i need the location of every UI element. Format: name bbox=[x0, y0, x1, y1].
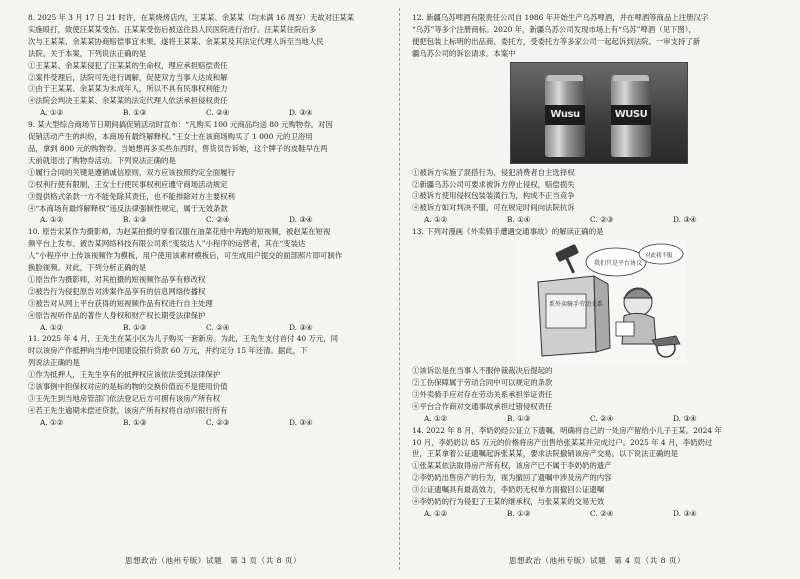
can-label: WUSU bbox=[611, 105, 651, 125]
answer-choices bbox=[28, 417, 398, 429]
option-item: ③外卖骑手应对存在劳动关系承担举证责任 bbox=[412, 389, 553, 399]
question-stem-line: “乌苏”等多个注册商标。2020 年，新疆乌苏公司发现市场上有“乌苏”啤酒（见下图）， bbox=[412, 24, 696, 34]
bubble-text-2: 对此我不服 bbox=[645, 253, 673, 260]
choice-c: C. ②④ bbox=[206, 108, 230, 118]
choice-a: A. ①② bbox=[424, 215, 448, 225]
question-stem-line: 次与王某某、余某某协商赔偿事宜未果，遂将王某某、余某某及其法定代理人诉至当地人民 bbox=[28, 36, 324, 46]
option-item: ④若王先生逾期未偿还贷款，该房产所有权将自动归银行所有 bbox=[28, 405, 228, 415]
choice-a: A. ①② bbox=[424, 508, 448, 518]
option-item: ④被诉方如对判决不服，可在规定时间向法院抗诉 bbox=[412, 203, 575, 213]
answer-choices bbox=[28, 322, 398, 334]
option-item: ③由于王某某、余某某为未成年人，所以不具有民事权利能力 bbox=[28, 84, 228, 94]
question-stem-line: 13. 下列对漫画《外卖骑手遭遇交通事故》的解读正确的是 bbox=[412, 227, 604, 237]
question-13 bbox=[412, 226, 782, 424]
choice-b: B. ①④ bbox=[507, 215, 531, 225]
choice-b: B. ①③ bbox=[123, 417, 147, 427]
can-label: Wusu bbox=[545, 105, 585, 125]
choice-a: A. ①② bbox=[424, 413, 448, 423]
choice-d: D. ③④ bbox=[673, 215, 697, 225]
answer-choices bbox=[28, 214, 398, 226]
page-3-column bbox=[28, 12, 398, 429]
option-item: ①履行合同的关键是遵循诚信原则，双方应该按照约定全面履行 bbox=[28, 167, 235, 177]
option-item: ④“本商场有最终解释权”违反法律强制性规定，属于无效条款 bbox=[28, 203, 228, 213]
choice-c: C. ②④ bbox=[590, 508, 614, 518]
option-item: ④原告视听作品的著作人身权和财产权长期受法律保护 bbox=[28, 310, 206, 320]
question-stem-line: 8. 2025 年 3 月 17 日 21 时许，在某烧烤店内，王某某、余某某（均未满 16 周岁）无故对汪某某 bbox=[28, 13, 355, 22]
option-item: ②新疆乌苏公司可要求被诉方停止侵权，赔偿损失 bbox=[412, 179, 575, 189]
cartoon-drawing bbox=[516, 240, 686, 362]
question-stem-line: 促销活动产生的纠纷，本商场有最终解释权。”王女士在该商场购买了 1 000 元的卫浴用 bbox=[28, 132, 313, 142]
option-item: ①作为抵押人，王先生享有的抵押权应该依法受到法律保护 bbox=[28, 370, 221, 380]
bubble-text: 我们只是平台协议 bbox=[594, 260, 643, 268]
option-item: ②该事例中担保权对应的是标的物的交换价值而不是使用价值 bbox=[28, 382, 228, 392]
beer-cans-photo bbox=[510, 62, 688, 164]
answer-choices bbox=[412, 214, 782, 226]
option-item: ②权利行使有限制，王女士行使民事权利应遵守商场活动规定 bbox=[28, 179, 228, 189]
question-stem-line: 实施殴打，致使汪某某受伤。汪某某受伤后被送往县人民医院进行治疗。汪某某住院后多 bbox=[28, 24, 317, 34]
question-stem-line: 14. 2022 年 8 月，李奶奶经公证立下遗嘱，明确将自己的一处房产留给小儿子王某。2024 年 bbox=[412, 425, 722, 435]
option-item: ③提供格式条款一方不能免除其责任，也不能排除对方主要权利 bbox=[28, 191, 235, 201]
option-item: ④平台合作商对交通事故承担过错侵权责任 bbox=[412, 401, 553, 411]
option-item: ③被告对从网上平台获得的短视频作品有权进行自主处理 bbox=[28, 298, 213, 308]
choice-c: C. ②③ bbox=[206, 417, 230, 427]
choice-b: B. ①③ bbox=[123, 215, 147, 225]
option-item: ①该诉讼是在当事人不服仲裁裁决后提起的 bbox=[412, 366, 553, 376]
question-9 bbox=[28, 119, 398, 226]
choice-c: C. ②④ bbox=[206, 215, 230, 225]
question-stem-line: 11. 2025 年 4 月，王先生在某小区为儿子购买一套新房。为此，王先生支付首付 40 万元，同 bbox=[28, 334, 339, 344]
choice-a: A. ①② bbox=[40, 108, 64, 118]
question-8 bbox=[28, 12, 398, 119]
choice-a: A. ①② bbox=[40, 417, 64, 427]
question-stem-line: 时以该房产作抵押向当地中国建设银行贷款 60 万元，并约定分 15 年还清。据此，下 bbox=[28, 346, 308, 356]
question-14 bbox=[412, 425, 782, 520]
choice-c: C. ②④ bbox=[590, 413, 614, 423]
box-label: 系外卖骑手劳动关系 bbox=[549, 301, 604, 309]
courier-cartoon bbox=[516, 240, 686, 362]
option-item: ③王先生到当地房管部门依法登记后方可拥有该房产所有权 bbox=[28, 394, 221, 403]
question-stem-line: 换脸视频。对此，下列分析正确的是 bbox=[28, 263, 147, 273]
option-item: ①原告作为摄影师，对其拍摄的短视频作品享有修改权 bbox=[28, 274, 206, 284]
option-item: ②工伤保障属于劳动合同中可以规定的条款 bbox=[412, 377, 553, 387]
choice-c: C. ②④ bbox=[206, 322, 230, 332]
answer-choices bbox=[412, 508, 782, 520]
question-stem-line: 列说法正确的是 bbox=[28, 358, 80, 368]
choice-d: D. ③④ bbox=[289, 108, 313, 118]
option-item: ②被告行为侵犯原告对涉案作品享有的信息网络传播权 bbox=[28, 286, 206, 296]
question-stem-line: 疆乌苏公司的诉讼请求。本案中 bbox=[412, 48, 516, 58]
choice-b: B. ①③ bbox=[123, 322, 147, 332]
choice-d: D. ③④ bbox=[289, 417, 313, 427]
option-item: ①王某某、余某某侵犯了汪某某的生命权，理应承担赔偿责任 bbox=[28, 60, 228, 70]
answer-choices bbox=[412, 413, 782, 425]
beer-can-right bbox=[611, 75, 651, 157]
page-4-column bbox=[412, 12, 782, 520]
question-12 bbox=[412, 12, 782, 226]
answer-choices bbox=[28, 107, 398, 119]
question-stem-line: 天前就退出了购物券活动。下列说法正确的是 bbox=[28, 155, 176, 165]
option-item: ③被诉方使用侵权包装装潢行为，构成不正当竞争 bbox=[412, 191, 575, 201]
option-item: ④李奶奶的行为侵犯了王某的继承权，与张某某的交易无效 bbox=[412, 497, 605, 507]
question-stem-line: 频平台上发布。被告某网络科技有限公司系“变装达人”小程序的运营者，其在“变装达 bbox=[28, 239, 306, 249]
choice-b: B. ①③ bbox=[507, 508, 531, 518]
choice-d: D. ③④ bbox=[673, 508, 697, 518]
question-stem-line: 人”小程序中上传该视频作为模板，用户使用该素材模板后，可生成用户提交的面部照片即可制作 bbox=[28, 251, 343, 261]
question-stem-line: 法院。关于本案，下列说法正确的是 bbox=[28, 48, 147, 58]
question-stem-line: 便把包装上标明的出品商、委托方，受委托方等多家公司一起起诉到法院。一审支持了新 bbox=[412, 36, 701, 46]
question-stem-line: 世，王某拿着公证遗嘱起诉张某某，要求法院撤销该房产交易。以下说法正确的是 bbox=[412, 449, 679, 459]
option-item: ③公证遗嘱具有最高效力，李奶奶无权单方面撤回公证遗嘱 bbox=[412, 485, 605, 495]
question-stem-line: 品，拿到 800 元的购物券。当她想再多买些东西时，售货员告诉她，这个牌子的皮鞋早在两 bbox=[28, 143, 328, 153]
choice-c: C. ②③ bbox=[590, 215, 614, 225]
option-item: ②案件受理后，法院可先进行调解，促使双方当事人达成和解 bbox=[28, 72, 228, 82]
choice-d: D. ③④ bbox=[289, 322, 313, 332]
page-divider bbox=[399, 8, 400, 570]
option-item: ②李奶奶出售房产的行为，视为撤回了遗嘱中涉及房产的内容 bbox=[412, 473, 612, 483]
choice-a: A. ①② bbox=[40, 215, 64, 225]
question-stem-line: 10 月，李奶奶以 85 万元的价格将房产出售给张某某并完成过户。2025 年 4 月，李奶奶过 bbox=[412, 437, 713, 447]
question-11 bbox=[28, 333, 398, 428]
question-stem-line: 10. 原告宋某作为摄影师，为赵某拍摄的穿着汉服在油菜花地中奔跑的短视频，被赵某在短视 bbox=[28, 227, 331, 237]
choice-d: D. ③④ bbox=[673, 413, 697, 423]
choice-a: A. ①② bbox=[40, 322, 64, 332]
page-3-footer: 思想政治（池州专版）试题 第 3 页（共 8 页） bbox=[124, 556, 302, 565]
choice-d: D. ③④ bbox=[289, 215, 313, 225]
question-10 bbox=[28, 226, 398, 333]
choice-b: B. ①③ bbox=[507, 413, 531, 423]
option-item: ①被诉方实施了混搭行为，侵犯消费者自主选择权 bbox=[412, 167, 575, 177]
option-item: ①张某某依法取得房产所有权，该房产已不属于李奶奶的遗产 bbox=[412, 461, 612, 471]
question-stem-line: 12. 新疆乌苏啤酒有限责任公司自 1986 年开始生产乌苏啤酒，并在啤酒等商品上注册汉字 bbox=[412, 13, 709, 22]
page-4-footer: 思想政治（池州专版）试题 第 4 页（共 8 页） bbox=[508, 556, 686, 565]
option-item: ④法院会判决王某某、余某某的法定代理人依法承担侵权责任 bbox=[28, 96, 228, 106]
question-stem-line: 9. 某大型综合商场节日期间搞促销活动时宣布：“凡购买 100 元商品均送 80 元购物券。对因 bbox=[28, 120, 333, 130]
beer-can-left bbox=[545, 75, 585, 157]
choice-b: B. ①③ bbox=[123, 108, 147, 118]
